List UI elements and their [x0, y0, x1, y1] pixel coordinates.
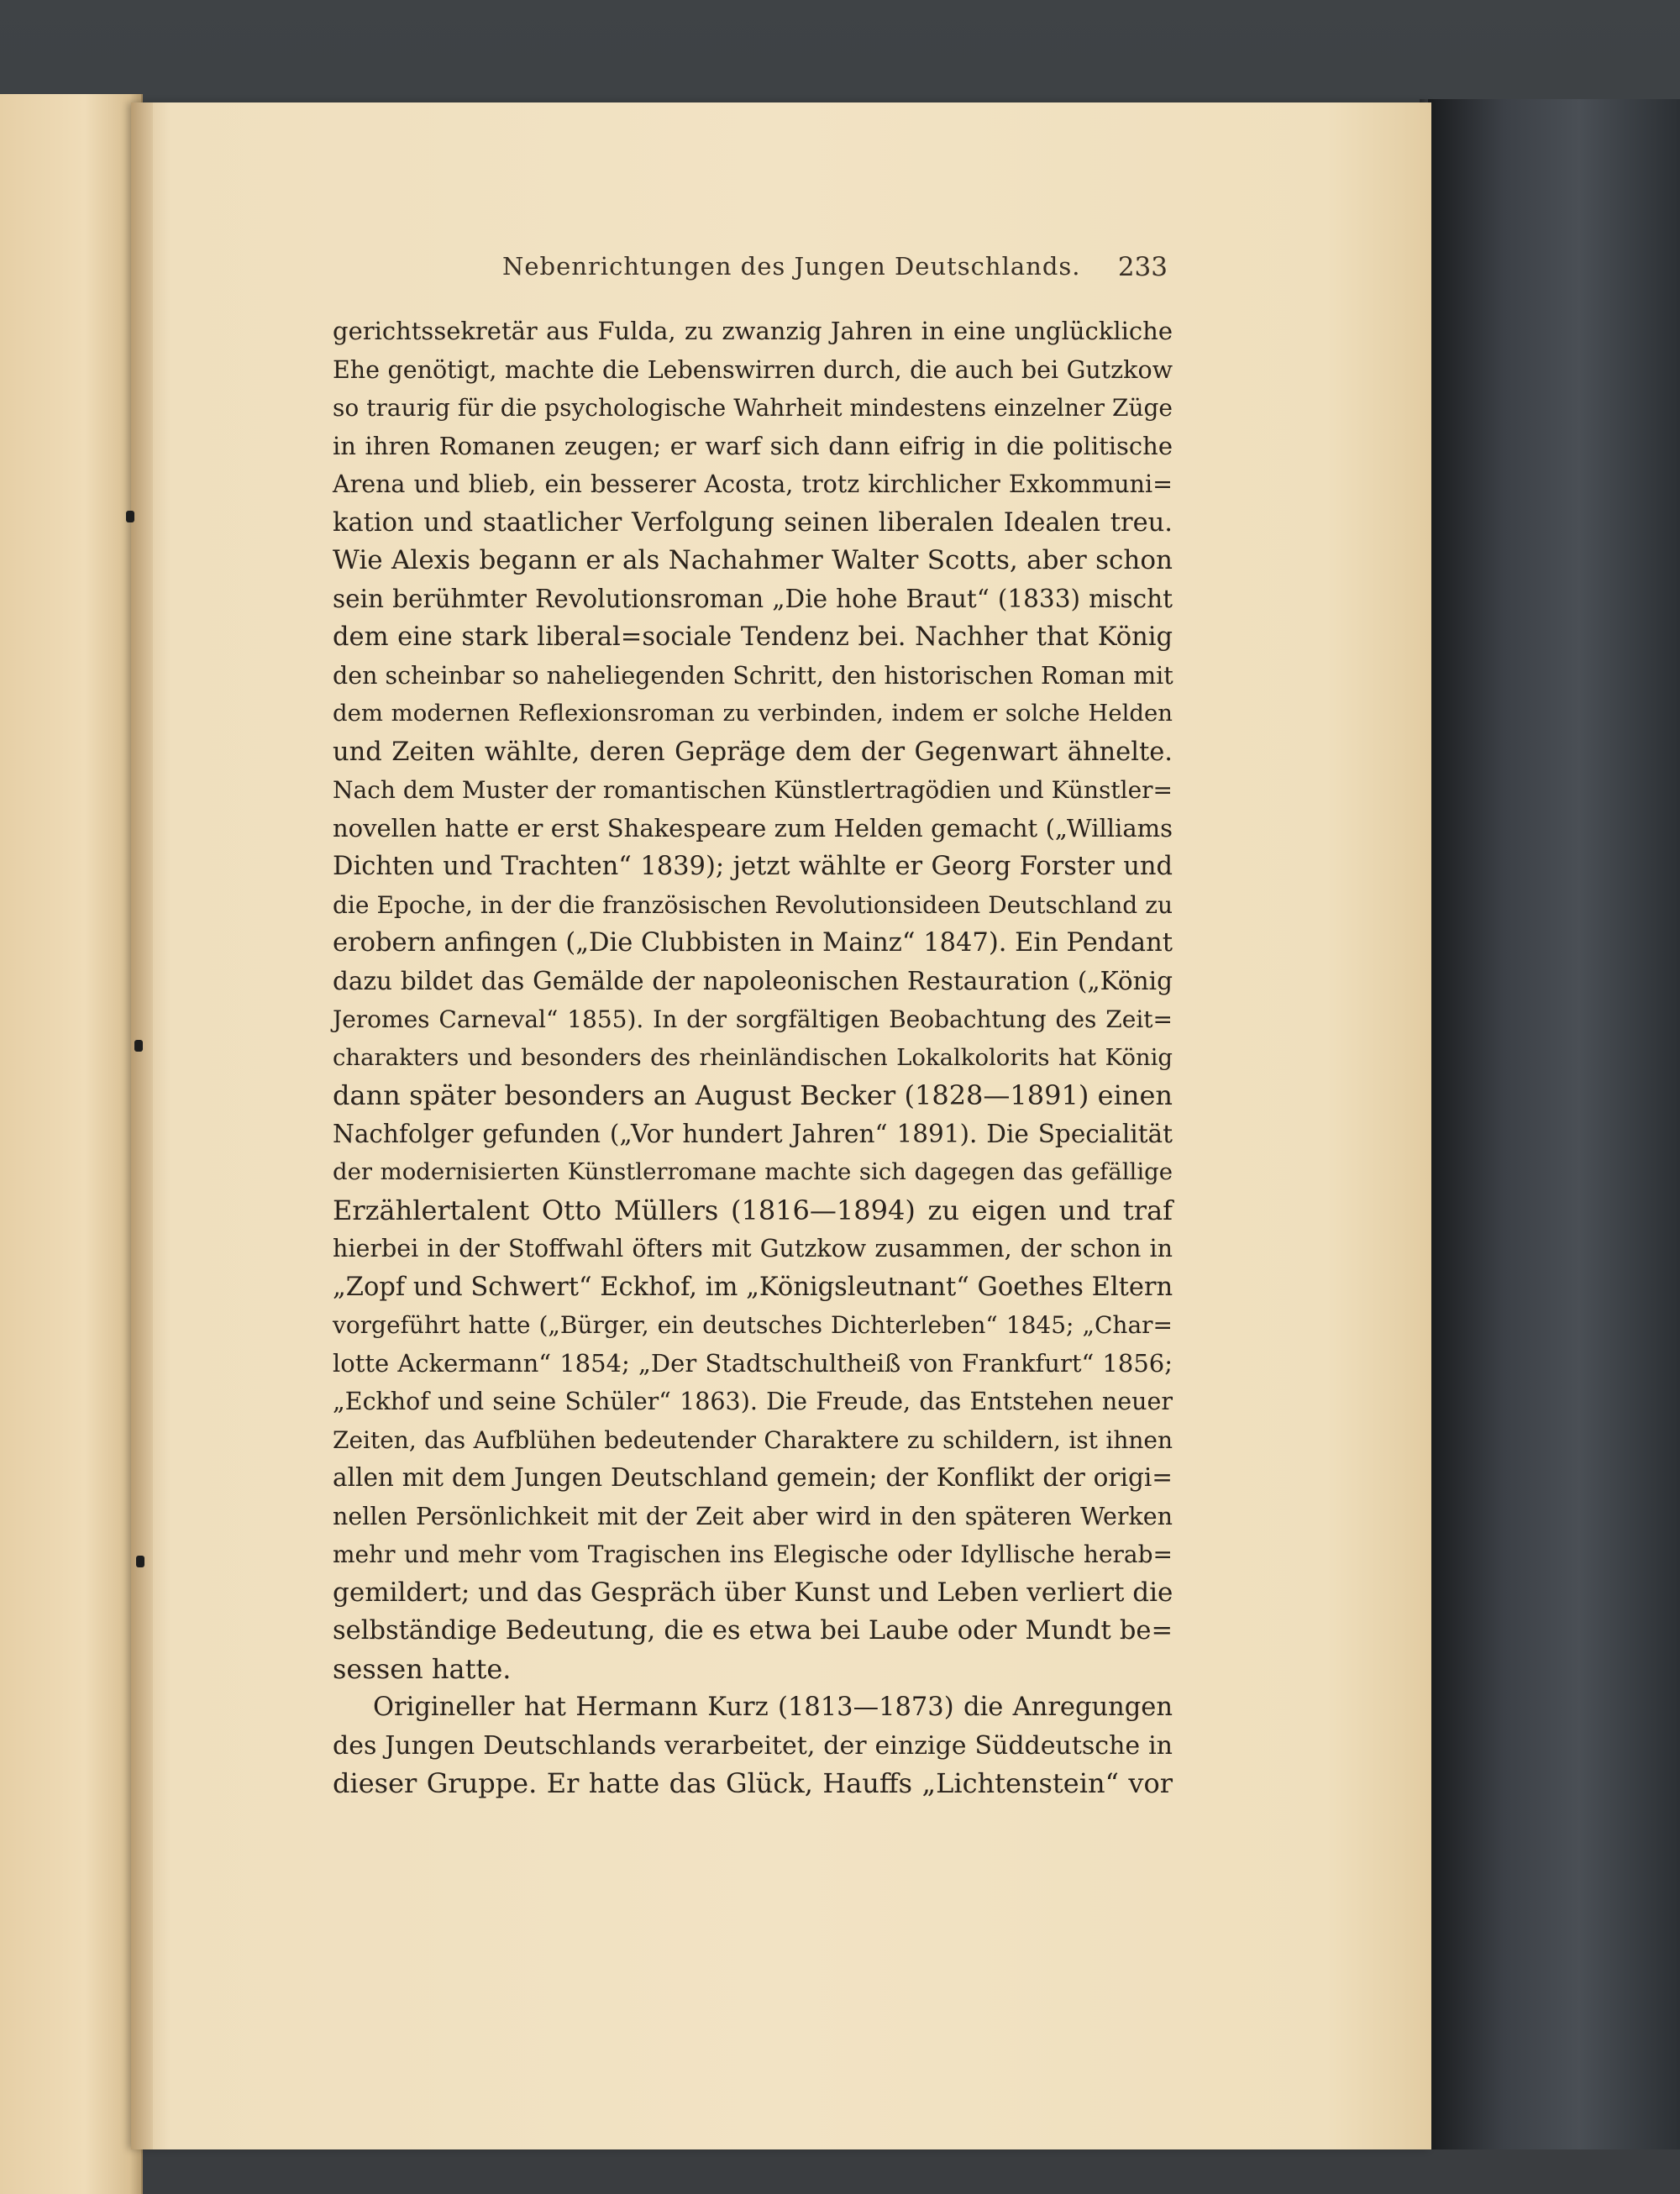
text-line: Wie Alexis begann er als Nachahmer Walter Scotts, aber schon	[333, 545, 1173, 575]
text-line: selbständige Bedeutung, die es etwa bei Laube oder Mundt be=	[333, 1616, 1173, 1646]
text-line: Ehe genötigt, machte die Lebenswirren durch, die auch bei Gutzkow	[333, 355, 1173, 384]
text-line: mehr und mehr vom Tragischen ins Elegische oder Idyllische herab=	[333, 1541, 1173, 1568]
text-line: Jeromes Carneval“ 1855). In der sorgfältigen Beobachtung des Zeit=	[333, 1005, 1173, 1033]
text-line: vorgeführt hatte („Bürger, ein deutsches Dichterleben“ 1845; „Char=	[333, 1311, 1173, 1339]
text-line: gemildert; und das Gespräch über Kunst und Leben verliert die	[333, 1577, 1173, 1608]
text-line: novellen hatte er erst Shakespeare zum Helden gemacht („Williams	[333, 813, 1173, 842]
text-line: erobern anfingen („Die Clubbisten in Mainz“ 1847). Ein Pendant	[333, 928, 1173, 958]
text-line: und Zeiten wählte, deren Gepräge dem der Gegenwart ähnelte.	[333, 737, 1173, 767]
text-line: Zeiten, das Aufblühen bedeutender Charaktere zu schildern, ist ihnen	[333, 1425, 1173, 1454]
text-line: so traurig für die psychologische Wahrheit mindestens einzelner Züge	[333, 394, 1173, 422]
book-cover	[1428, 99, 1680, 2149]
page-gutter	[131, 102, 153, 2149]
text-line: des Jungen Deutschlands verarbeitet, der einzige Süddeutsche in	[333, 1730, 1173, 1761]
text-line: gerichtssekretär aus Fulda, zu zwanzig Jahren in eine unglückliche	[333, 317, 1173, 345]
margin-mark	[136, 1556, 144, 1567]
text-line: dem modernen Reflexionsroman zu verbinden, indem er solche Helden	[333, 700, 1173, 727]
text-line: „Eckhof und seine Schüler“ 1863). Die Freude, das Entstehen neuer	[333, 1388, 1173, 1415]
body-text	[333, 312, 1173, 1803]
text-line: in ihren Romanen zeugen; er warf sich dann eifrig in die politische	[333, 431, 1173, 460]
text-line: hierbei in der Stoffwahl öfters mit Gutzkow zusammen, der schon in	[333, 1235, 1173, 1262]
running-title: Nebenrichtungen des Jungen Deutschlands.	[502, 252, 1081, 281]
text-line: der modernisierten Künstlerromane machte sich dagegen das gefällige	[333, 1158, 1173, 1185]
text-line: dann später besonders an August Becker (1828—1891) einen	[333, 1079, 1173, 1111]
page-number: 233	[1117, 252, 1168, 282]
text-line: charakters und besonders des rheinländischen Lokalkolorits hat König	[333, 1043, 1173, 1071]
text-line: „Zopf und Schwert“ Eckhof, im „Königsleutnant“ Goethes Eltern	[333, 1272, 1173, 1302]
text-line: die Epoche, in der die französischen Revolutionsideen Deutschland zu	[333, 890, 1173, 919]
text-line: kation und staatlicher Verfolgung seinen liberalen Idealen treu.	[333, 507, 1173, 538]
text-line: nellen Persönlichkeit mit der Zeit aber wird in den späteren Werken	[333, 1502, 1173, 1530]
text-line: dazu bildet das Gemälde der napoleonischen Restauration („König	[333, 966, 1173, 995]
text-line: Erzählertalent Otto Müllers (1816—1894) zu eigen und traf	[333, 1194, 1173, 1226]
text-line: den scheinbar so naheliegenden Schritt, den historischen Roman mit	[333, 661, 1173, 690]
facing-page	[0, 94, 143, 2194]
text-line: Dichten und Trachten“ 1839); jetzt wählte er Georg Forster und	[333, 852, 1173, 881]
text-line: Origineller hat Hermann Kurz (1813—1873) die Anregungen	[373, 1693, 1173, 1722]
text-line: sessen hatte.	[333, 1652, 512, 1685]
margin-mark	[134, 1040, 143, 1052]
text-line: allen mit dem Jungen Deutschland gemein; der Konflikt der origi=	[333, 1463, 1173, 1492]
text-line: dieser Gruppe. Er hatte das Glück, Hauffs „Lichtenstein“ vor	[333, 1767, 1173, 1799]
text-line: Nach dem Muster der romantischen Künstlertragödien und Künstler=	[333, 776, 1173, 804]
text-line: Arena und blieb, ein besserer Acosta, trotz kirchlicher Exkommuni=	[333, 470, 1173, 498]
text-line: sein berühmter Revolutionsroman „Die hohe Braut“ (1833) mischt	[333, 584, 1173, 613]
margin-mark	[126, 511, 134, 522]
text-line: Nachfolger gefunden („Vor hundert Jahren“ 1891). Die Specialität	[333, 1119, 1173, 1148]
text-line: dem eine stark liberal=sociale Tendenz bei. Nachher that König	[333, 622, 1173, 652]
text-line: lotte Ackermann“ 1854; „Der Stadtschultheiß von Frankfurt“ 1856;	[333, 1348, 1173, 1378]
